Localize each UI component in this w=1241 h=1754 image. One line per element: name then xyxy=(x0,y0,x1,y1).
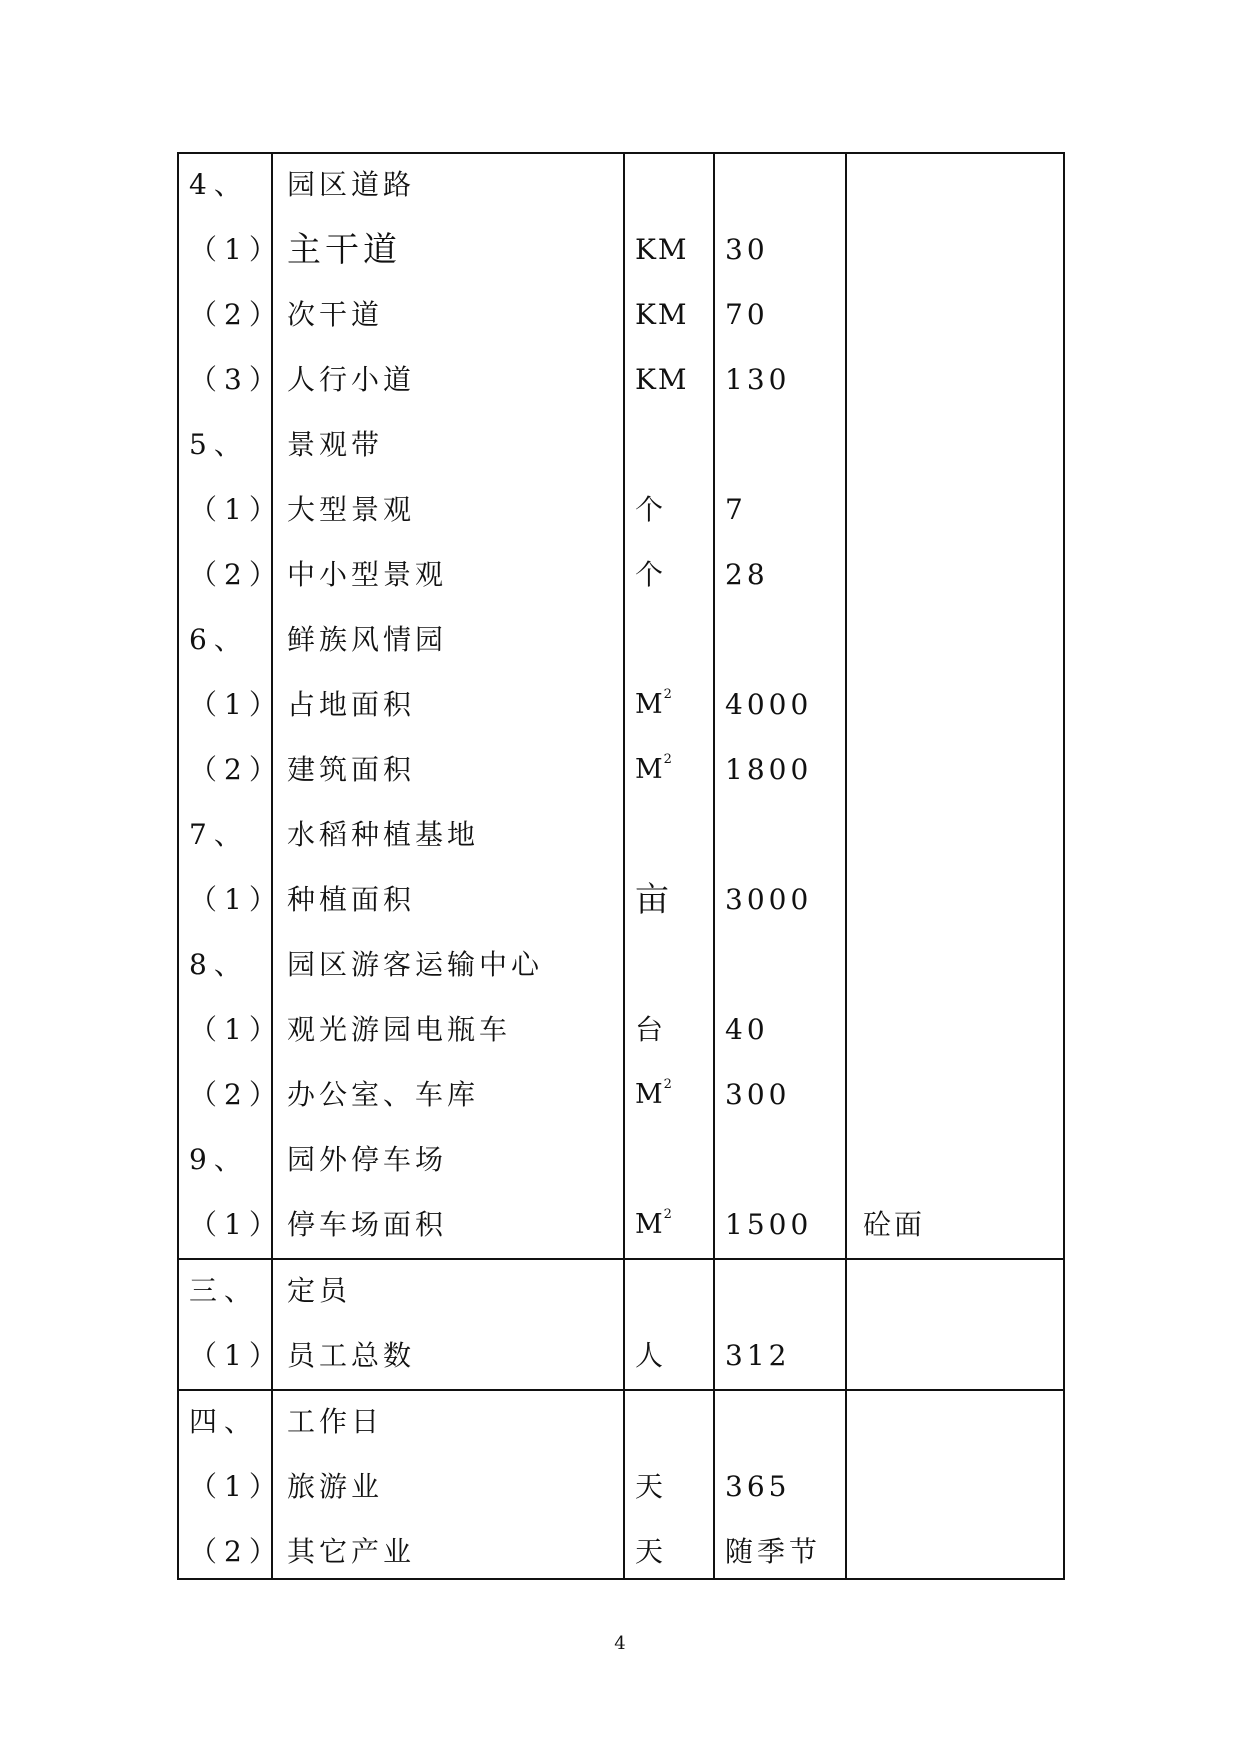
row-unit: 台 xyxy=(635,1012,666,1046)
table-row xyxy=(177,867,1065,932)
row-unit xyxy=(635,1127,721,1192)
row-note xyxy=(863,1062,1053,1127)
table-row xyxy=(177,282,1065,347)
table-row xyxy=(177,152,1065,217)
row-number: （3） xyxy=(189,362,284,396)
row-item: 停车场面积 xyxy=(287,1207,448,1241)
row-unit: 个 xyxy=(635,492,666,526)
row-quantity xyxy=(725,607,853,672)
row-item: 员工总数 xyxy=(287,1338,416,1372)
table-row xyxy=(177,802,1065,867)
unit-base: M xyxy=(635,1209,663,1240)
row-number: （1） xyxy=(189,687,284,721)
table-row xyxy=(177,1127,1065,1192)
row-note xyxy=(863,217,1053,282)
row-item: 人行小道 xyxy=(287,362,416,396)
row-note xyxy=(863,1454,1053,1519)
table-row xyxy=(177,412,1065,477)
row-item: 主干道 xyxy=(287,229,401,270)
row-quantity xyxy=(725,802,853,867)
table-row xyxy=(177,217,1065,282)
row-note xyxy=(863,412,1053,477)
row-number: 8、 xyxy=(189,947,249,981)
row-quantity: 3000 xyxy=(725,882,813,916)
table-row xyxy=(177,1062,1065,1127)
row-quantity: 130 xyxy=(725,362,791,396)
row-number: 4、 xyxy=(189,167,249,201)
row-number: 三、 xyxy=(189,1273,260,1307)
row-number: 5、 xyxy=(189,427,249,461)
row-item: 园区道路 xyxy=(287,167,416,201)
row-quantity xyxy=(725,412,853,477)
row-item: 占地面积 xyxy=(287,687,416,721)
table-row xyxy=(177,1519,1065,1584)
row-quantity: 40 xyxy=(725,1012,769,1046)
row-note xyxy=(863,672,1053,737)
table-row xyxy=(177,1454,1065,1519)
row-number: （1） xyxy=(189,492,284,526)
row-unit xyxy=(635,152,721,217)
row-unit xyxy=(635,607,721,672)
row-quantity xyxy=(725,1389,853,1454)
row-unit xyxy=(635,1258,721,1323)
row-note: 砼面 xyxy=(863,1207,926,1241)
table-row xyxy=(177,607,1065,672)
row-item: 办公室、车库 xyxy=(287,1077,480,1111)
unit-base: M xyxy=(635,689,663,720)
table-row xyxy=(177,347,1065,412)
row-quantity: 300 xyxy=(725,1077,791,1111)
table-row xyxy=(177,672,1065,737)
row-quantity: 28 xyxy=(725,557,769,591)
row-number: （2） xyxy=(189,1534,284,1568)
row-unit xyxy=(635,1389,721,1454)
row-quantity: 随季节 xyxy=(725,1534,822,1568)
row-unit: 人 xyxy=(635,1338,666,1372)
row-number: （2） xyxy=(189,297,284,331)
table-row xyxy=(177,477,1065,542)
unit-base: M xyxy=(635,1079,663,1110)
row-note xyxy=(863,1127,1053,1192)
table-row xyxy=(177,1389,1065,1454)
row-item: 园外停车场 xyxy=(287,1142,448,1176)
row-quantity: 1500 xyxy=(725,1207,813,1241)
row-unit xyxy=(635,412,721,477)
table-row xyxy=(177,1323,1065,1388)
row-item: 定员 xyxy=(287,1273,352,1307)
row-note xyxy=(863,997,1053,1062)
row-unit: 亩 xyxy=(635,879,671,920)
row-unit: KM xyxy=(635,362,689,396)
row-item: 观光游园电瓶车 xyxy=(287,1012,512,1046)
row-note xyxy=(863,802,1053,867)
page-number: 4 xyxy=(614,1633,626,1654)
row-item: 旅游业 xyxy=(287,1469,384,1503)
row-quantity: 1800 xyxy=(725,752,813,786)
row-item: 园区游客运输中心 xyxy=(287,947,544,981)
row-note xyxy=(863,607,1053,672)
row-unit: 天 xyxy=(635,1469,666,1503)
row-note xyxy=(863,1389,1053,1454)
row-item: 其它产业 xyxy=(287,1534,416,1568)
row-note xyxy=(863,867,1053,932)
row-item: 工作日 xyxy=(287,1404,384,1438)
row-unit xyxy=(635,802,721,867)
row-number: 7、 xyxy=(189,817,249,851)
row-unit xyxy=(635,932,721,997)
row-item: 种植面积 xyxy=(287,882,416,916)
row-unit: KM xyxy=(635,297,689,331)
row-note xyxy=(863,152,1053,217)
row-number: 6、 xyxy=(189,622,249,656)
table-row xyxy=(177,1192,1065,1257)
table-row xyxy=(177,737,1065,802)
row-note xyxy=(863,282,1053,347)
row-number: （1） xyxy=(189,882,284,916)
row-number: （2） xyxy=(189,1077,284,1111)
row-note xyxy=(863,737,1053,802)
row-quantity: 4000 xyxy=(725,687,813,721)
table-row xyxy=(177,542,1065,607)
row-unit: 天 xyxy=(635,1534,666,1568)
row-number: （1） xyxy=(189,1012,284,1046)
row-unit xyxy=(635,1192,721,1257)
row-note xyxy=(863,1519,1053,1584)
row-number: （1） xyxy=(189,1469,284,1503)
row-item: 鲜族风情园 xyxy=(287,622,448,656)
row-note xyxy=(863,542,1053,607)
row-quantity: 30 xyxy=(725,232,769,266)
row-number: （1） xyxy=(189,1207,284,1241)
row-note xyxy=(863,477,1053,542)
table-row xyxy=(177,997,1065,1062)
row-quantity xyxy=(725,1127,853,1192)
row-item: 水稻种植基地 xyxy=(287,817,480,851)
row-item: 大型景观 xyxy=(287,492,416,526)
row-quantity: 70 xyxy=(725,297,769,331)
row-number: （2） xyxy=(189,557,284,591)
row-note xyxy=(863,1258,1053,1323)
unit-superscript: 2 xyxy=(663,752,672,767)
row-number: 9、 xyxy=(189,1142,249,1176)
row-quantity xyxy=(725,152,853,217)
unit-superscript: 2 xyxy=(663,1077,672,1092)
unit-base: M xyxy=(635,754,663,785)
row-number: （1） xyxy=(189,232,284,266)
row-quantity xyxy=(725,932,853,997)
row-item: 次干道 xyxy=(287,297,384,331)
row-unit xyxy=(635,672,721,737)
row-item: 中小型景观 xyxy=(287,557,448,591)
row-quantity: 365 xyxy=(725,1469,791,1503)
row-item: 建筑面积 xyxy=(287,752,416,786)
unit-superscript: 2 xyxy=(663,1207,672,1222)
row-number: （1） xyxy=(189,1338,284,1372)
row-number: （2） xyxy=(189,752,284,786)
row-quantity: 7 xyxy=(725,492,747,526)
row-unit xyxy=(635,737,721,802)
row-number: 四、 xyxy=(189,1404,260,1438)
row-quantity: 312 xyxy=(725,1338,791,1372)
row-item: 景观带 xyxy=(287,427,384,461)
row-note xyxy=(863,1323,1053,1388)
table-row xyxy=(177,932,1065,997)
unit-superscript: 2 xyxy=(663,687,672,702)
row-quantity xyxy=(725,1258,853,1323)
table-row xyxy=(177,1258,1065,1323)
row-unit: KM xyxy=(635,232,689,266)
row-unit xyxy=(635,1062,721,1127)
row-unit: 个 xyxy=(635,557,666,591)
row-note xyxy=(863,347,1053,412)
row-note xyxy=(863,932,1053,997)
